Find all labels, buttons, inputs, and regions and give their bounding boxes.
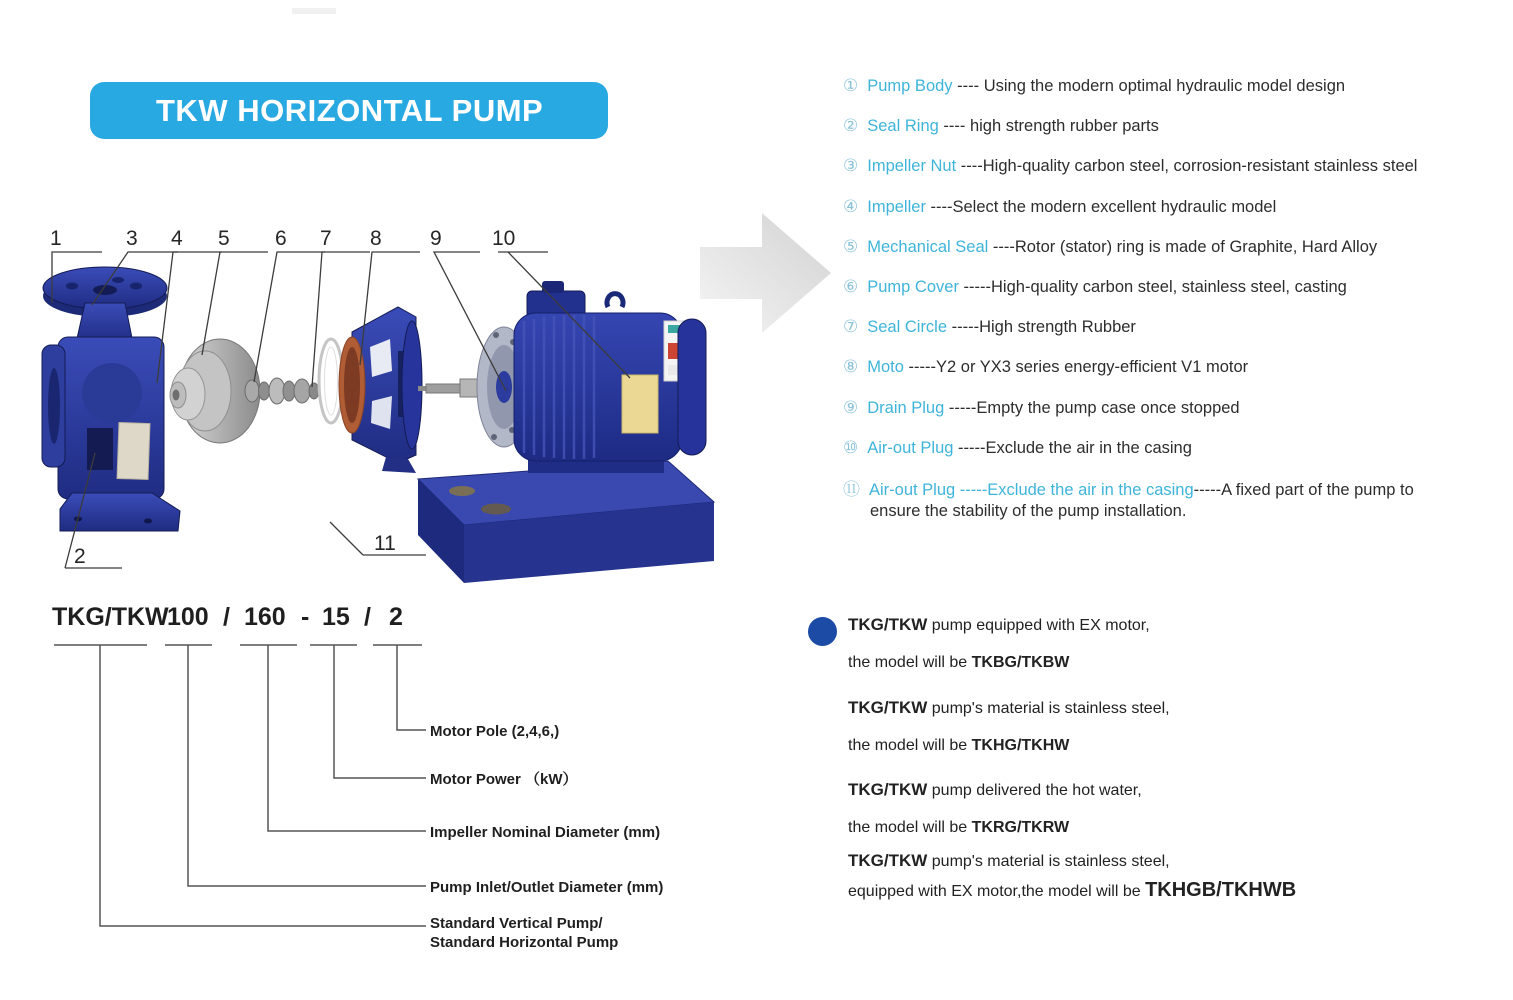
decode-label-inlet-dia: Pump Inlet/Outlet Diameter (mm) (430, 879, 664, 896)
note-ex-motor (848, 615, 1150, 672)
model-name: TKHGB/TKHWB (1145, 879, 1297, 901)
part-item-6 (843, 267, 1513, 307)
callout-3: 3 (126, 227, 138, 250)
pump-base-part (418, 461, 714, 583)
note-text: pump's material is stainless steel, (927, 853, 1170, 870)
part-item-7 (843, 307, 1513, 347)
part-description: ----Rotor (stator) ring is made of Graphite, Hard Alloy (988, 237, 1378, 256)
part-description-line2: ensure the stability of the pump installation. (870, 501, 1187, 520)
note-line1 (848, 615, 1150, 635)
part-item-3 (843, 146, 1513, 186)
circled-number-icon: ⑥ (843, 276, 859, 296)
note-text: pump delivered the hot water, (927, 782, 1142, 799)
part-item-8 (843, 347, 1513, 387)
part-name: Pump Cover (867, 277, 959, 296)
motor-part (418, 281, 706, 473)
circled-number-icon: ③ (843, 156, 859, 176)
part-name: Mechanical Seal (867, 237, 989, 256)
brand-text: TKG/TKW (848, 615, 928, 634)
part-description-cyan: -----Exclude the air in the casing (955, 480, 1194, 499)
circled-number-icon: ① (843, 76, 859, 95)
callout-4: 4 (171, 227, 183, 250)
decode-label-pump-type (430, 914, 618, 952)
part-name: Pump Body (867, 77, 953, 95)
note-text: equipped with EX motor,the model will be (848, 883, 1146, 900)
decode-label-motor-power: Motor Power （kW） (430, 771, 578, 788)
scan-artifact (292, 8, 336, 14)
model-separator-2: - (301, 603, 310, 631)
circled-number-icon: ⑨ (843, 397, 859, 417)
callout-8: 8 (370, 227, 382, 250)
bullet-circle-icon (808, 617, 837, 646)
model-impeller: 160 (244, 603, 286, 631)
note-line2 (848, 819, 1142, 837)
parts-list (843, 66, 1513, 522)
part-name: Seal Circle (867, 318, 948, 337)
part-item-1 (843, 66, 1513, 106)
page-title: TKW HORIZONTAL PUMP (156, 92, 544, 128)
decode-label-motor-pole: Motor Pole (2,4,6,) (430, 723, 560, 740)
note-text: pump equipped with EX motor, (927, 617, 1150, 634)
pump-cover-part (339, 307, 422, 473)
part-name: Seal Ring (867, 117, 939, 136)
part-description: ----High-quality carbon steel, corrosion-resistant stainless steel (956, 157, 1418, 176)
circled-number-icon: ⑪ (843, 479, 860, 499)
part-name: Impeller Nut (867, 157, 957, 176)
part-name: Moto (867, 358, 904, 377)
note-line2 (848, 879, 1296, 902)
note-line1 (848, 851, 1296, 871)
pump-body-part (42, 267, 180, 531)
circled-number-icon: ⑩ (843, 437, 859, 457)
part-name: Drain Plug (867, 398, 945, 417)
model-decode-lines (40, 638, 440, 938)
decode-label-pump-type-line1: Standard Vertical Pump/ (430, 915, 603, 932)
note-text: pump's material is stainless steel, (927, 700, 1170, 717)
part-description: -----Y2 or YX3 series energy-efficient V1 motor (903, 358, 1249, 377)
callout-7: 7 (320, 227, 332, 250)
part-description: -----High-quality carbon steel, stainless steel, casting (958, 277, 1347, 296)
model-name: TKHG/TKHW (971, 737, 1070, 754)
part-item-11-line1 (843, 479, 1513, 501)
exploded-pump-diagram (30, 195, 840, 585)
mechanical-seal-parts (245, 378, 319, 404)
part-item-9 (843, 388, 1513, 428)
part-name: Air-out Plug (869, 480, 956, 499)
note-hot-water (848, 780, 1142, 837)
part-description: -----High strength Rubber (947, 318, 1136, 337)
note-line1 (848, 780, 1142, 800)
part-description: -----A fixed part of the pump to (1193, 480, 1414, 499)
note-text: the model will be (848, 654, 972, 671)
model-pole: 2 (389, 603, 403, 631)
part-description: -----Exclude the air in the casing (953, 438, 1192, 457)
callout-10: 10 (492, 227, 516, 250)
part-item-4 (843, 187, 1513, 227)
note-text: the model will be (848, 737, 972, 754)
circled-number-icon: ② (843, 116, 859, 136)
callout-2: 2 (74, 545, 86, 568)
circled-number-icon: ⑤ (843, 236, 859, 256)
part-name: Impeller (867, 197, 926, 216)
model-series: TKG/TKW (52, 603, 169, 631)
part-item-11 (843, 468, 1513, 522)
note-stainless-ex (848, 851, 1296, 902)
brand-text: TKG/TKW (848, 698, 928, 717)
decode-label-impeller-dia: Impeller Nominal Diameter (mm) (430, 824, 661, 841)
circled-number-icon: ④ (843, 196, 859, 216)
callout-1: 1 (50, 227, 62, 250)
part-item-2 (843, 106, 1513, 146)
title-banner (90, 82, 608, 139)
circled-number-icon: ⑧ (843, 357, 859, 377)
model-name: TKBG/TKBW (971, 654, 1070, 671)
circled-number-icon: ⑦ (843, 317, 859, 337)
note-text: the model will be (848, 819, 972, 836)
brand-text: TKG/TKW (848, 780, 928, 799)
model-name: TKRG/TKRW (971, 819, 1070, 836)
part-description: ---- Using the modern optimal hydraulic model design (952, 77, 1346, 95)
callout-9: 9 (430, 227, 442, 250)
decode-label-pump-type-line2: Standard Horizontal Pump (430, 934, 619, 951)
part-description: ---- high strength rubber parts (938, 117, 1159, 136)
part-description: ----Select the modern excellent hydraulic model (925, 197, 1277, 216)
model-separator-1: / (223, 603, 230, 631)
part-name: Air-out Plug (867, 438, 954, 457)
part-item-10 (843, 428, 1513, 468)
note-line1 (848, 698, 1170, 718)
callout-11: 11 (374, 532, 396, 555)
note-stainless (848, 698, 1170, 755)
brand-text: TKG/TKW (848, 851, 928, 870)
part-item-5 (843, 227, 1513, 267)
callout-5: 5 (218, 227, 230, 250)
arrow-right-icon (700, 213, 831, 333)
note-line2 (848, 654, 1150, 672)
model-separator-3: / (364, 603, 371, 631)
model-power: 15 (322, 603, 350, 631)
part-description: -----Empty the pump case once stopped (944, 398, 1240, 417)
callout-6: 6 (275, 227, 287, 250)
model-inlet: 100 (167, 603, 209, 631)
note-line2 (848, 737, 1170, 755)
